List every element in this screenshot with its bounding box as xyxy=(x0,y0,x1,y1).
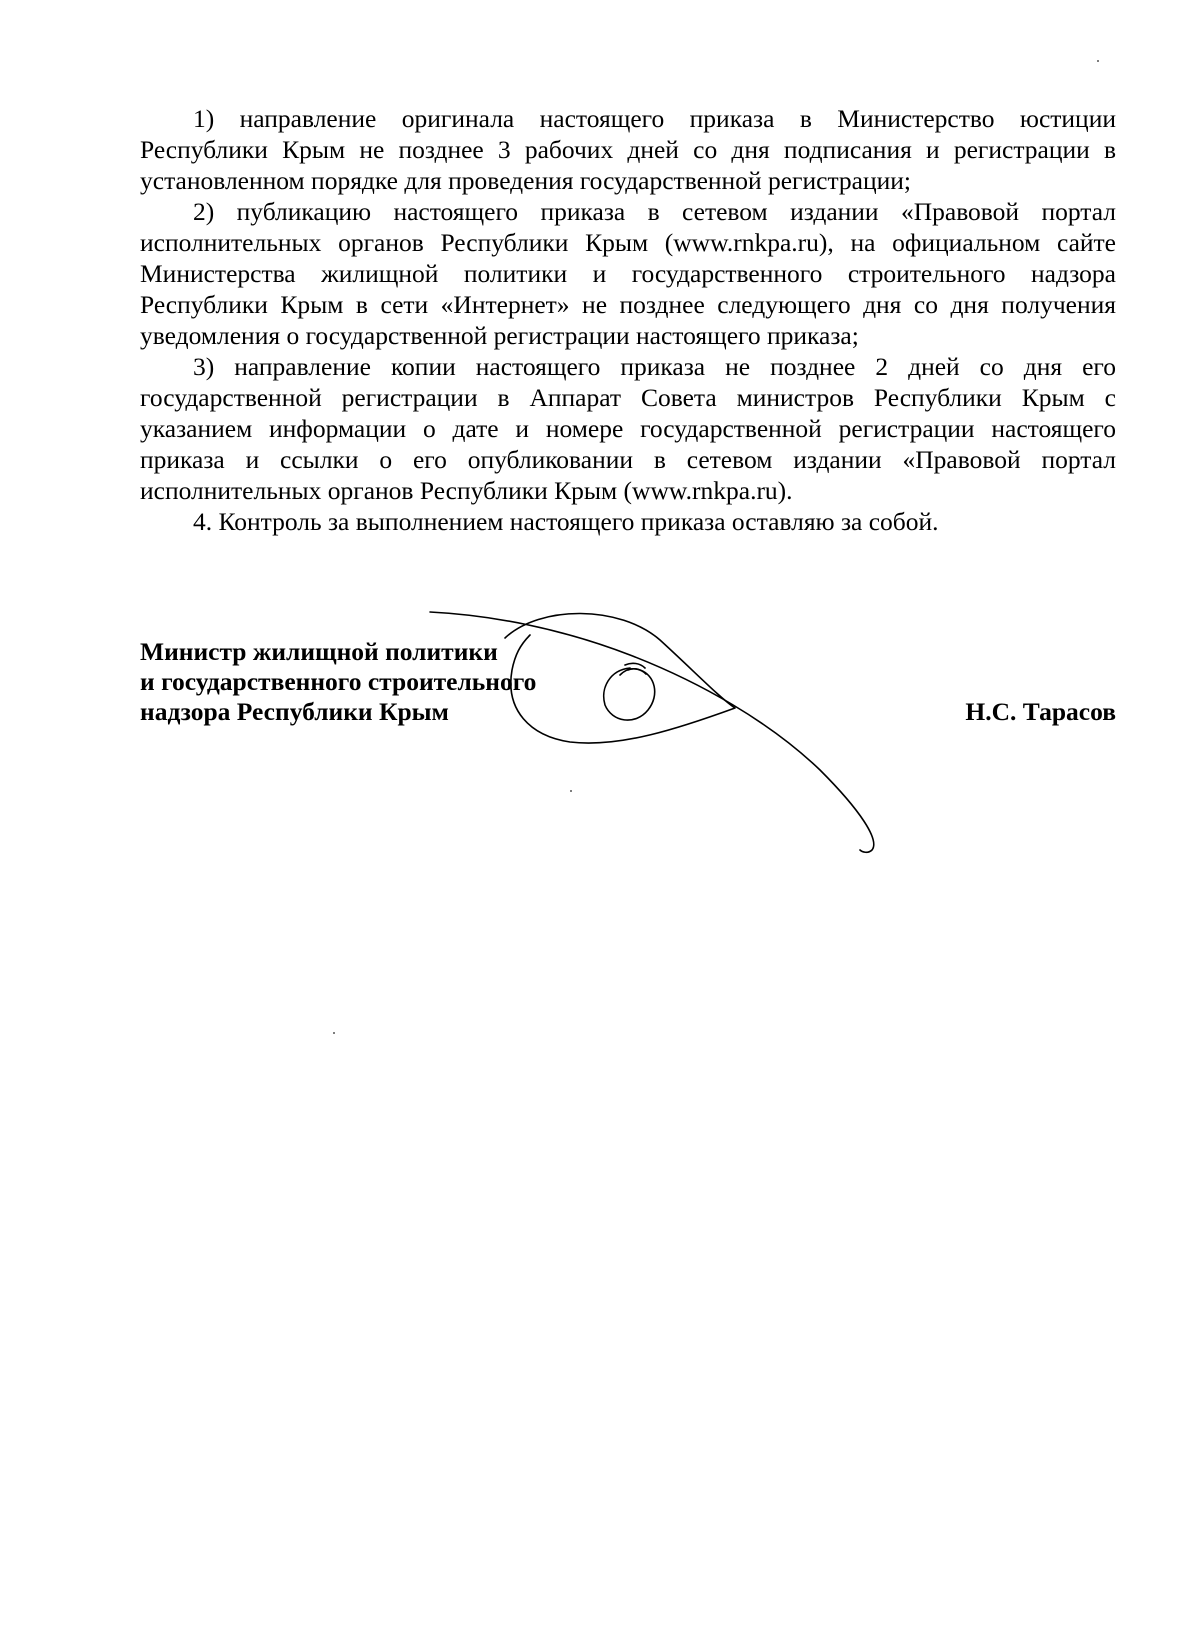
signatory-name: Н.С. Тарасов xyxy=(965,697,1116,726)
scan-speck xyxy=(570,790,572,792)
scan-speck xyxy=(1097,60,1099,62)
scan-speck xyxy=(333,1032,335,1034)
paragraph-item-4: 4. Контроль за выполнением настоящего приказа оставляю за собой. xyxy=(193,507,939,536)
paragraph-item-2: 2) публикацию настоящего приказа в сетевом издании «Правовой портал исполнительных органов Республики Крым (www.rnkpa.ru), на официальном сайте Министерства жилищной политики и государственного строительного надзора Республики Крым в сети «Интернет» не позднее следующего дня со дня получения уведомления о государственной регистрации настоящего приказа; xyxy=(140,197,1116,350)
document-body xyxy=(140,103,1116,537)
handwritten-signature xyxy=(420,610,920,890)
signatory-title-line-2: и государственного строительного xyxy=(140,667,537,696)
paragraph-item-3: 3) направление копии настоящего приказа не позднее 2 дней со дня его государственной регистрации в Аппарат Совета министров Республики Крым с указанием информации о дате и номере государственной регистрации настоящего приказа и ссылки о его опубликовании в сетевом издании «Правовой портал исполнительных органов Республики Крым (www.rnkpa.ru). xyxy=(140,352,1116,505)
paragraph-item-1: 1) направление оригинала настоящего приказа в Министерство юстиции Республики Крым не позднее 3 рабочих дней со дня подписания и регистрации в установленном порядке для проведения государственной регистрации; xyxy=(140,104,1116,195)
signatory-title-line-3: надзора Республики Крым xyxy=(140,697,449,726)
signatory-title-line-1: Министр жилищной политики xyxy=(140,637,498,666)
